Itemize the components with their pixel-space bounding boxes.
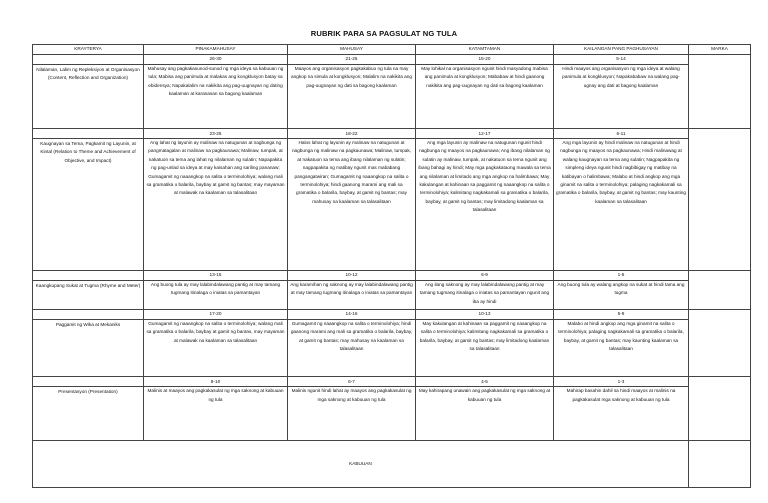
score-range-row (33, 309, 751, 319)
description-cell: Maayos ang organisasyon pagkakabuo ng tula na may angkop na simula at kongklusyon; Malalim na nakikita ang pag-uugnayan ng dati sa bagong kaalaman (288, 64, 416, 128)
description-cell: Gumagamit ng naaangkop na salita o terminolohiya; hindi gaanong marami ang mali sa gramatika o balarila, baybay, at gamit ng bantas; may mahusay na kaalaman sa talasalitaan (288, 319, 416, 377)
score-cell[interactable] (689, 270, 751, 309)
score-range: 4-5 (416, 377, 554, 387)
description-cell: Ang buong tula ay may lalabindalawang pantig at may tamang tugmang itinalaga o iniatas sa pamantayan (144, 280, 288, 309)
description-cell: Ang ilang saknong ay may lalabindalawang pantig at may tamang tugmang itinalaga o iniatas sa pamantayan ngunit ang iba ay hindi (416, 280, 554, 309)
description-cell: Ang karamihan ng saknong ay may lalabindalawang pantig at may tamang tugmang itinalaga o iniatas sa pamantayan (288, 280, 416, 309)
description-cell: Malinis at maayos ang pagkakasulat ng mga saknong at kabuuan ng tula (144, 387, 288, 441)
table-row (33, 280, 751, 309)
header-best: PINAKAMAHUSAY (144, 45, 288, 55)
score-range: 15-20 (416, 54, 554, 64)
table-header-row (33, 45, 751, 55)
score-range: 1-5 (554, 270, 689, 280)
score-range-row (33, 129, 751, 139)
table-row (33, 387, 751, 441)
header-good: MAHUSAY (288, 45, 416, 55)
score-range-row (33, 270, 751, 280)
score-range: 10-13 (416, 309, 554, 319)
description-cell: May kahirapang unawain ang pagkakasulat ng mga saknong at kabuuan ng tula (416, 387, 554, 441)
score-cell[interactable] (689, 377, 751, 441)
score-range: 17-20 (144, 309, 288, 319)
header-needs-improvement: KAILANGAN PANG PAGHUSAYAN (554, 45, 689, 55)
criterion-label: Kaugnayan sa Tema, Pagkamit ng Layunin, at Kintal (Relation to Theme and Achievement of Objective, and Impact) (33, 139, 144, 271)
page-title: RUBRIK PARA SA PAGSULAT NG TULA (310, 29, 458, 38)
score-cell[interactable] (689, 54, 751, 128)
rubric-table (32, 44, 751, 488)
header-score: MARKA (689, 45, 751, 55)
description-cell: Ang mga layunin ay malinaw na natugunan ngunit hindi nagbunga ng maayos na pagkaunawa; Ang ibang nilalaman ng sulatin ay malinaw, tumpak, at nakatuon sa tema ngunit ang ibang bahagi ay hindi; May mga pagkakataong mawala sa tema ang nilalaman at limitado ang mga angkop na halimbawa; May kakulangan at kahinaan sa paggamit ng naaangkop na salita o terminolohiya; kalimitang nagkakamali sa gramatika o balarila, baybay, at gamit ng bantas; may limitadong kaalaman sa talasalitaan (416, 139, 554, 271)
description-cell: Malabo at hindi angkop ang mga ginamit na salita o terminolohiya; palaging nagkakamali sa gramatika o balarila, baybay, at gamit ng bantas; may kaunting kaalaman sa talasalitaan (554, 319, 689, 377)
description-cell: Ang lahat ng layunin ay malinaw na natugunan at nagbunga ng pangmatagalan at malinaw na pagkaunawa; Malinaw, tumpak, at nakatuon sa tema ang lahat ng nilalaman ng sulatin; Napapakita ng pag-unlad sa ideya at may kaisahan ang sariling pananaw; Gumagamit ng naaangkop na salita o terminolohiya; walang mali sa gramatika o balarila, baybay at gamit ng bantas; may mayaman at malawak na kaalaman sa talasalitaan (144, 139, 288, 271)
description-cell: Ang mga layunin ay hindi malinaw na natugunan at hindi nagbunga ng maayos na pagkaunawa; Hindi malinawag at walang kaugnayan sa tema ang sulatin; Nagpapakita ng simpleng ideya ngunit hindi nagbibigay ng matibay na katibayan o halimbawa; Malabo at hindi angkop ang mga ginamit na salita o terminolohiya; palaging nagkakamali sa gramatika o balarila, baybay, at gamit ng bantas; may kaunting kaalaman sa talasalitaan (554, 139, 689, 271)
score-range: 13-15 (144, 270, 288, 280)
score-range: 6-9 (416, 270, 554, 280)
score-range: 5-9 (554, 309, 689, 319)
criterion-label: Kaangkupang Sukat at Tugma (Rhyme and Meter) (33, 280, 144, 309)
description-cell: Ang buong tula ay walang angkop na sukat at hindi tama ang tugma (554, 280, 689, 309)
score-cell[interactable] (689, 309, 751, 377)
description-cell: Halos lahat ng layunin ay malinaw na natugunan at nagbunga ng malinaw na pagkaunawa; Malinaw, tumpak, at nakatuon sa tema ang ibang nilalaman ng sulatin; nagpapakita ng matibay ngunit mas mababang pangangatwiran; Gumagamit ng naaangkop na salita o terminolohiya; hindi gaanong marami ang mali sa gramatika o balarila, baybay, at gamit ng bantas; may mahusay na kaalaman sa talasalitaan (288, 139, 416, 271)
description-cell: Malinis ngunit hindi lahat ay maayos ang pagkakasulat ng mga saknong at kabuuan ng tula (288, 387, 416, 441)
total-score-cell[interactable] (689, 441, 751, 488)
description-cell: Mahirap basahin dahil sa hindi maayos at malinis na pagkakasulat mga saknong at kabuuan ng tula (554, 387, 689, 441)
description-cell: Gumagamit ng naaangkop na salita o terminolohiya; walang mali sa gramatika o balarila, baybay at gamit ng bantas, may mayaman at malawak na kaalaman sa talasalitaan (144, 319, 288, 377)
score-range-row (33, 54, 751, 64)
score-range: 12-17 (416, 129, 554, 139)
score-range: 21-25 (288, 54, 416, 64)
table-row (33, 319, 751, 377)
description-cell: Mahusay ang pagkakasunod-sunod ng mga ideya sa kabuuan ng tula; Mabisa ang panimula at malakas ang kongklusyon batay sa ebidensya; Napakalalim na nakikita ang pag-uugnayan ng dating kaalaman at karanasan sa bagong kaalaman (144, 64, 288, 128)
score-range: 10-12 (288, 270, 416, 280)
score-range: 26-30 (144, 54, 288, 64)
table-row (33, 139, 751, 271)
header-average: KATAMTAMAN (416, 45, 554, 55)
score-range: 18-22 (288, 129, 416, 139)
score-range: 8-10 (144, 377, 288, 387)
total-label: KABUUAN (33, 441, 689, 488)
header-criteria: KRAYTERYA (33, 45, 144, 55)
criterion-label: Nilalaman, Lalim ng Repleksiyon at Organisasyon (Content, Reflection and Organization) (33, 64, 144, 128)
score-range: 5-14 (554, 54, 689, 64)
criterion-label: Paggamit ng Wika at Mekaniks (33, 319, 144, 377)
total-row (33, 441, 751, 488)
score-range: 14-16 (288, 309, 416, 319)
description-cell: Hindi maayos ang organisasyon ng mga ideya at walang panimula at kongklusyon; Napakababaw na walang pag-ugnay ang dati at bagong kaalaman (554, 64, 689, 128)
score-range: 1-3 (554, 377, 689, 387)
score-cell[interactable] (689, 129, 751, 271)
score-range: 6-11 (554, 129, 689, 139)
criterion-label: Presentasyon (Presentation) (33, 387, 144, 441)
score-range-row (33, 377, 751, 387)
table-row (33, 64, 751, 128)
score-range: 6-7 (288, 377, 416, 387)
description-cell: May kakulangan at kahinaan sa paggamit ng naaangkop na salita o terminolohiya; kalimitang nagkakamali sa gramatika o balarila, baybay, at gamit ng bantas; may limitadong kaalaman sa talasalitaan (416, 319, 554, 377)
score-range: 23-25 (144, 129, 288, 139)
description-cell: May lohikal na organisasyon ngunit hindi masyadong mabisa ang panimula at kongklusyon; Mababaw at hindi gaanong nakikita ang pag-uugnayan ng dati sa bagong kaalaman (416, 64, 554, 128)
